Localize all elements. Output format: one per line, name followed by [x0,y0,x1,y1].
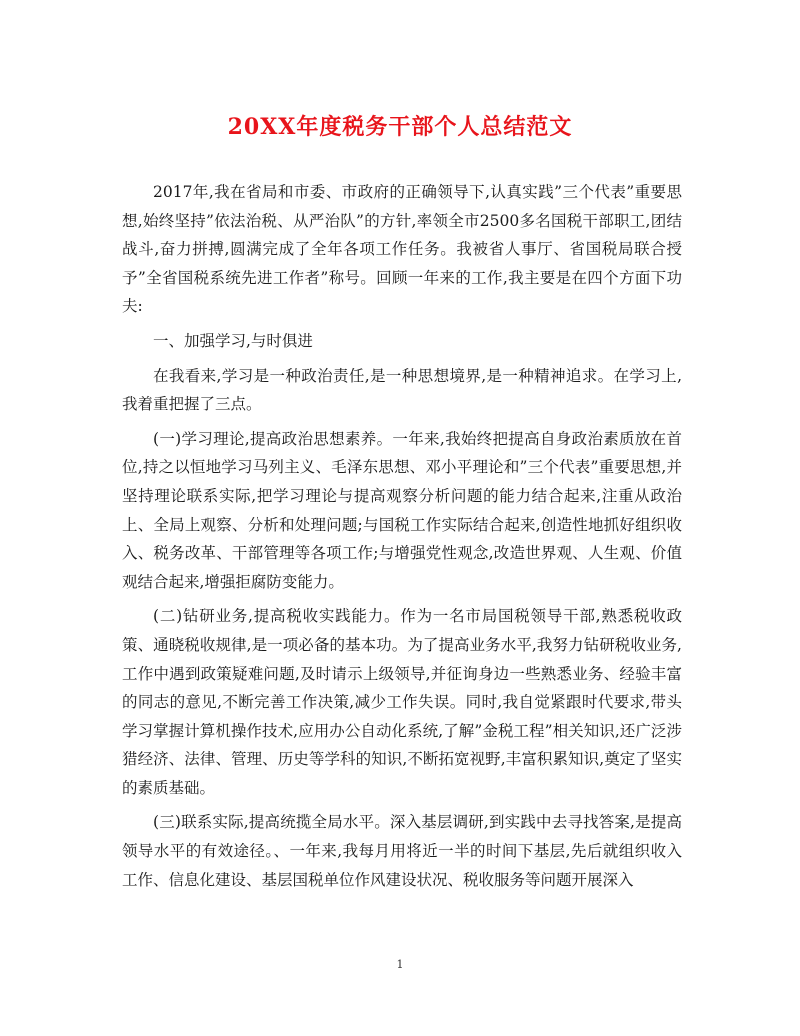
page-number: 1 [396,958,404,971]
paragraph-theory: (一)学习理论,提高政治思想素养。一年来,我始终把提高自身政治素质放在首位,持之以恒地学习马列主义、毛泽东思想、邓小平理论和”三个代表”重要思想,并坚持理论联系实际,把学习理论与提高观察分析问题的能力结合起来,注重从政治上、全局上观察、分析和处理问题;与国税工作实际结合起来,创造性地抓好组织收入、税务改革、干部管理等各项工作;与增强党性观念,改造世界观、人生观、价值观结合起来,增强拒腐防变能力。 [122,429,682,591]
paragraph-business: (二)钻研业务,提高税收实践能力。作为一名市局国税领导干部,熟悉税收政策、通晓税收规律,是一项必备的基本功。为了提高业务水平,我努力钻研税收业务,工作中遇到政策疑难问题,及时请示上级领导,并征询身边一些熟悉业务、经验丰富的同志的意见,不断完善工作决策,减少工作失误。同时,我自觉紧跟时代要求,带头学习掌握计算机操作技术,应用办公自动化系统,了解”金税工程”相关知识,还广泛涉猎经济、法律、管理、历史等学科的知识,不断拓宽视野,丰富积累知识,奠定了坚实的素质基础。 [122,607,682,797]
section-heading-1: 一、加强学习,与时俱进 [153,331,313,350]
paragraph-intro: 2017年,我在省局和市委、市政府的正确领导下,认真实践”三个代表”重要思想,始终坚持”依法治税、从严治队”的方针,率领全市2500多名国税干部职工,团结战斗,奋力拼搏,圆满完成了全年各项工作任务。我被省人事厅、省国税局联合授予”全省国税系统先进工作者”称号。回顾一年来的工作,我主要是在四个方面下功夫: [122,183,682,316]
paragraph-study: 在我看来,学习是一种政治责任,是一种思想境界,是一种精神追求。在学习上,我着重把握了三点。 [122,366,682,414]
paragraph-practice: (三)联系实际,提高统揽全局水平。深入基层调研,到实践中去寻找答案,是提高领导水平的有效途径。、一年来,我每月用将近一半的时间下基层,先后就组织收入工作、信息化建设、基层国税单位作风建设状况、税收服务等问题开展深入 [122,813,682,889]
document-body [122,178,682,900]
document-title: 20XX年度税务干部个人总结范文 [227,114,573,140]
